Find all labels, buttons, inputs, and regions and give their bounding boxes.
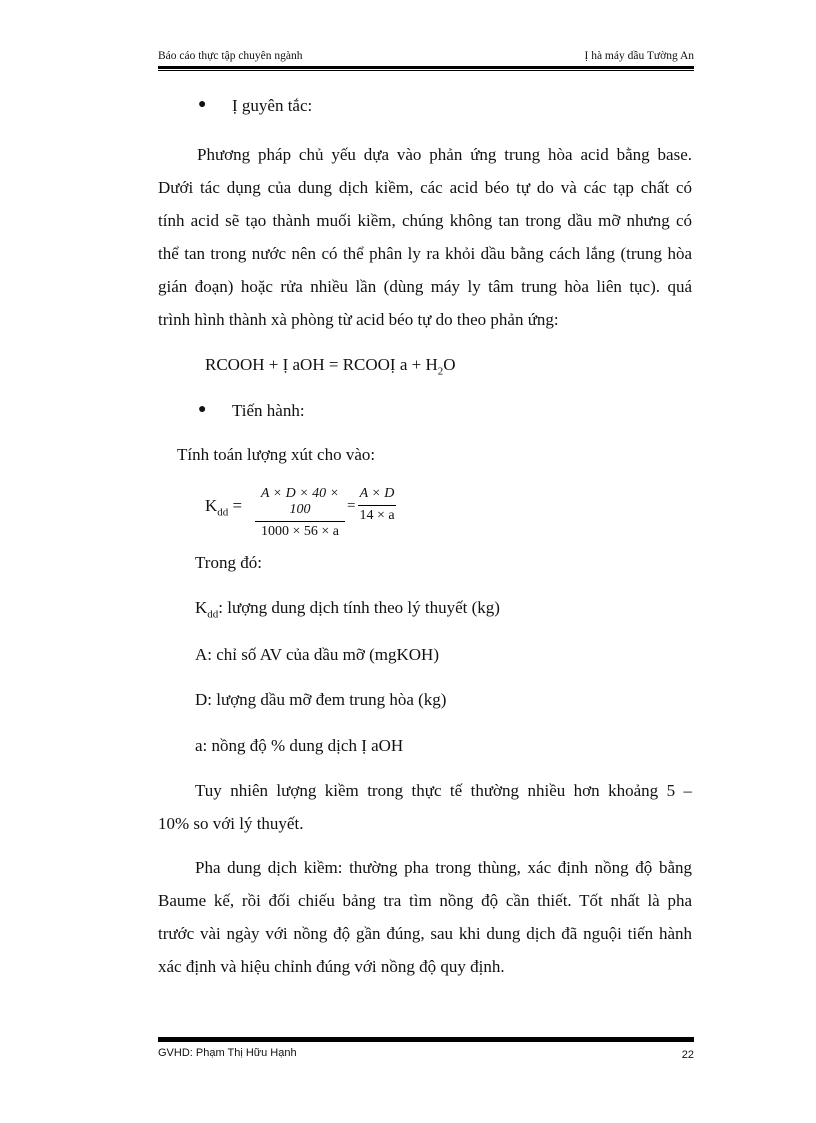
footer-advisor: GVHD: Phạm Thị Hữu Hạnh: [158, 1047, 297, 1059]
calc-intro: Tính toán lượng xút cho vào:: [177, 445, 376, 464]
footer-rule: [158, 1037, 694, 1042]
reaction-equation: RCOOH + Ị aOH = RCOOỊ $a + H_2O$: [205, 355, 456, 378]
fraction-2-denominator: 14 × a: [358, 505, 396, 524]
para3-line-4: xác định và hiệu chỉnh đúng với nồng độ quy định.: [158, 957, 505, 976]
header-right: Ị hà máy dầu Tường An: [584, 50, 694, 62]
fraction-1-numerator: A × D × 40 × 100: [260, 486, 340, 517]
para1-line-6: trình hình thành xà phòng từ acid béo tự do theo phản ứng:: [158, 310, 559, 329]
para1-line-1: Phương pháp chủ yếu dựa vào phản ứng trung hòa acid bằng base.: [197, 145, 692, 164]
fraction-1-denominator: 1000 × 56 × a: [255, 521, 345, 540]
para3-line-3: trước vài ngày với nồng độ gần đúng, sau khi dung dịch đã nguội tiến hành: [158, 924, 692, 943]
para3-line-2: Baume kế, rồi đối chiếu bảng tra tìm nồng độ cần thiết. Tốt nhất là pha: [158, 891, 692, 910]
page-number: 22: [681, 1049, 694, 1061]
formula-lhs: $K_{dd}$ =: [205, 496, 243, 519]
para1-line-2: Dưới tác dụng của dung dịch kiềm, các acid béo tự do và các tạp chất có: [158, 178, 692, 197]
para2-line-2: 10% so với lý thuyết.: [158, 814, 304, 833]
para2-line-1: Tuy nhiên lượng kiềm trong thực tế thường nhiều hơn khoảng 5 –: [195, 781, 692, 800]
fraction-2-numerator: A × D: [359, 486, 395, 501]
formula-eq2: =: [347, 498, 356, 514]
header-rule: [158, 66, 694, 69]
para3-line-1: Pha dung dịch kiềm: thường pha trong thùng, xác định nồng độ bằng: [195, 858, 692, 877]
formula-fraction-2: [358, 486, 396, 524]
bullet-title-principle: Ị guyên tắc:: [232, 96, 313, 115]
definition-a-lower: a: nồng độ % dung dịch Ị aOH: [195, 736, 404, 755]
bullet-title-procedure: Tiến hành:: [232, 401, 305, 420]
para1-line-5: gián đoạn) hoặc rửa nhiều lần (dùng máy ly tâm trung hòa liên tục). quá: [158, 277, 692, 296]
bullet-dot: ●: [198, 97, 207, 112]
definition-d: D: lượng dầu mỡ đem trung hòa (kg): [195, 690, 447, 709]
header-left: Báo cáo thực tập chuyên ngành: [158, 50, 303, 62]
page-header: [158, 50, 694, 66]
definition-a-upper: A: chỉ số AV của dầu mỡ (mgKOH): [195, 645, 439, 664]
para1-line-3: tính acid sẽ tạo thành muối kiềm, chúng không tan trong dầu mỡ nhưng có: [158, 211, 692, 230]
definition-kdd: $K_{dd}$: lượng dung dịch tính theo lý thuyết (kg): [195, 598, 500, 621]
header-rule-thin: [158, 70, 694, 71]
bullet-dot: ●: [198, 402, 207, 417]
formula-fraction-1: [255, 486, 345, 540]
para1-line-4: thể tan trong nước nên có thể phân ly ra khỏi dầu bằng cách lắng (trung hòa: [158, 244, 692, 263]
where-label: Trong đó:: [195, 553, 262, 572]
